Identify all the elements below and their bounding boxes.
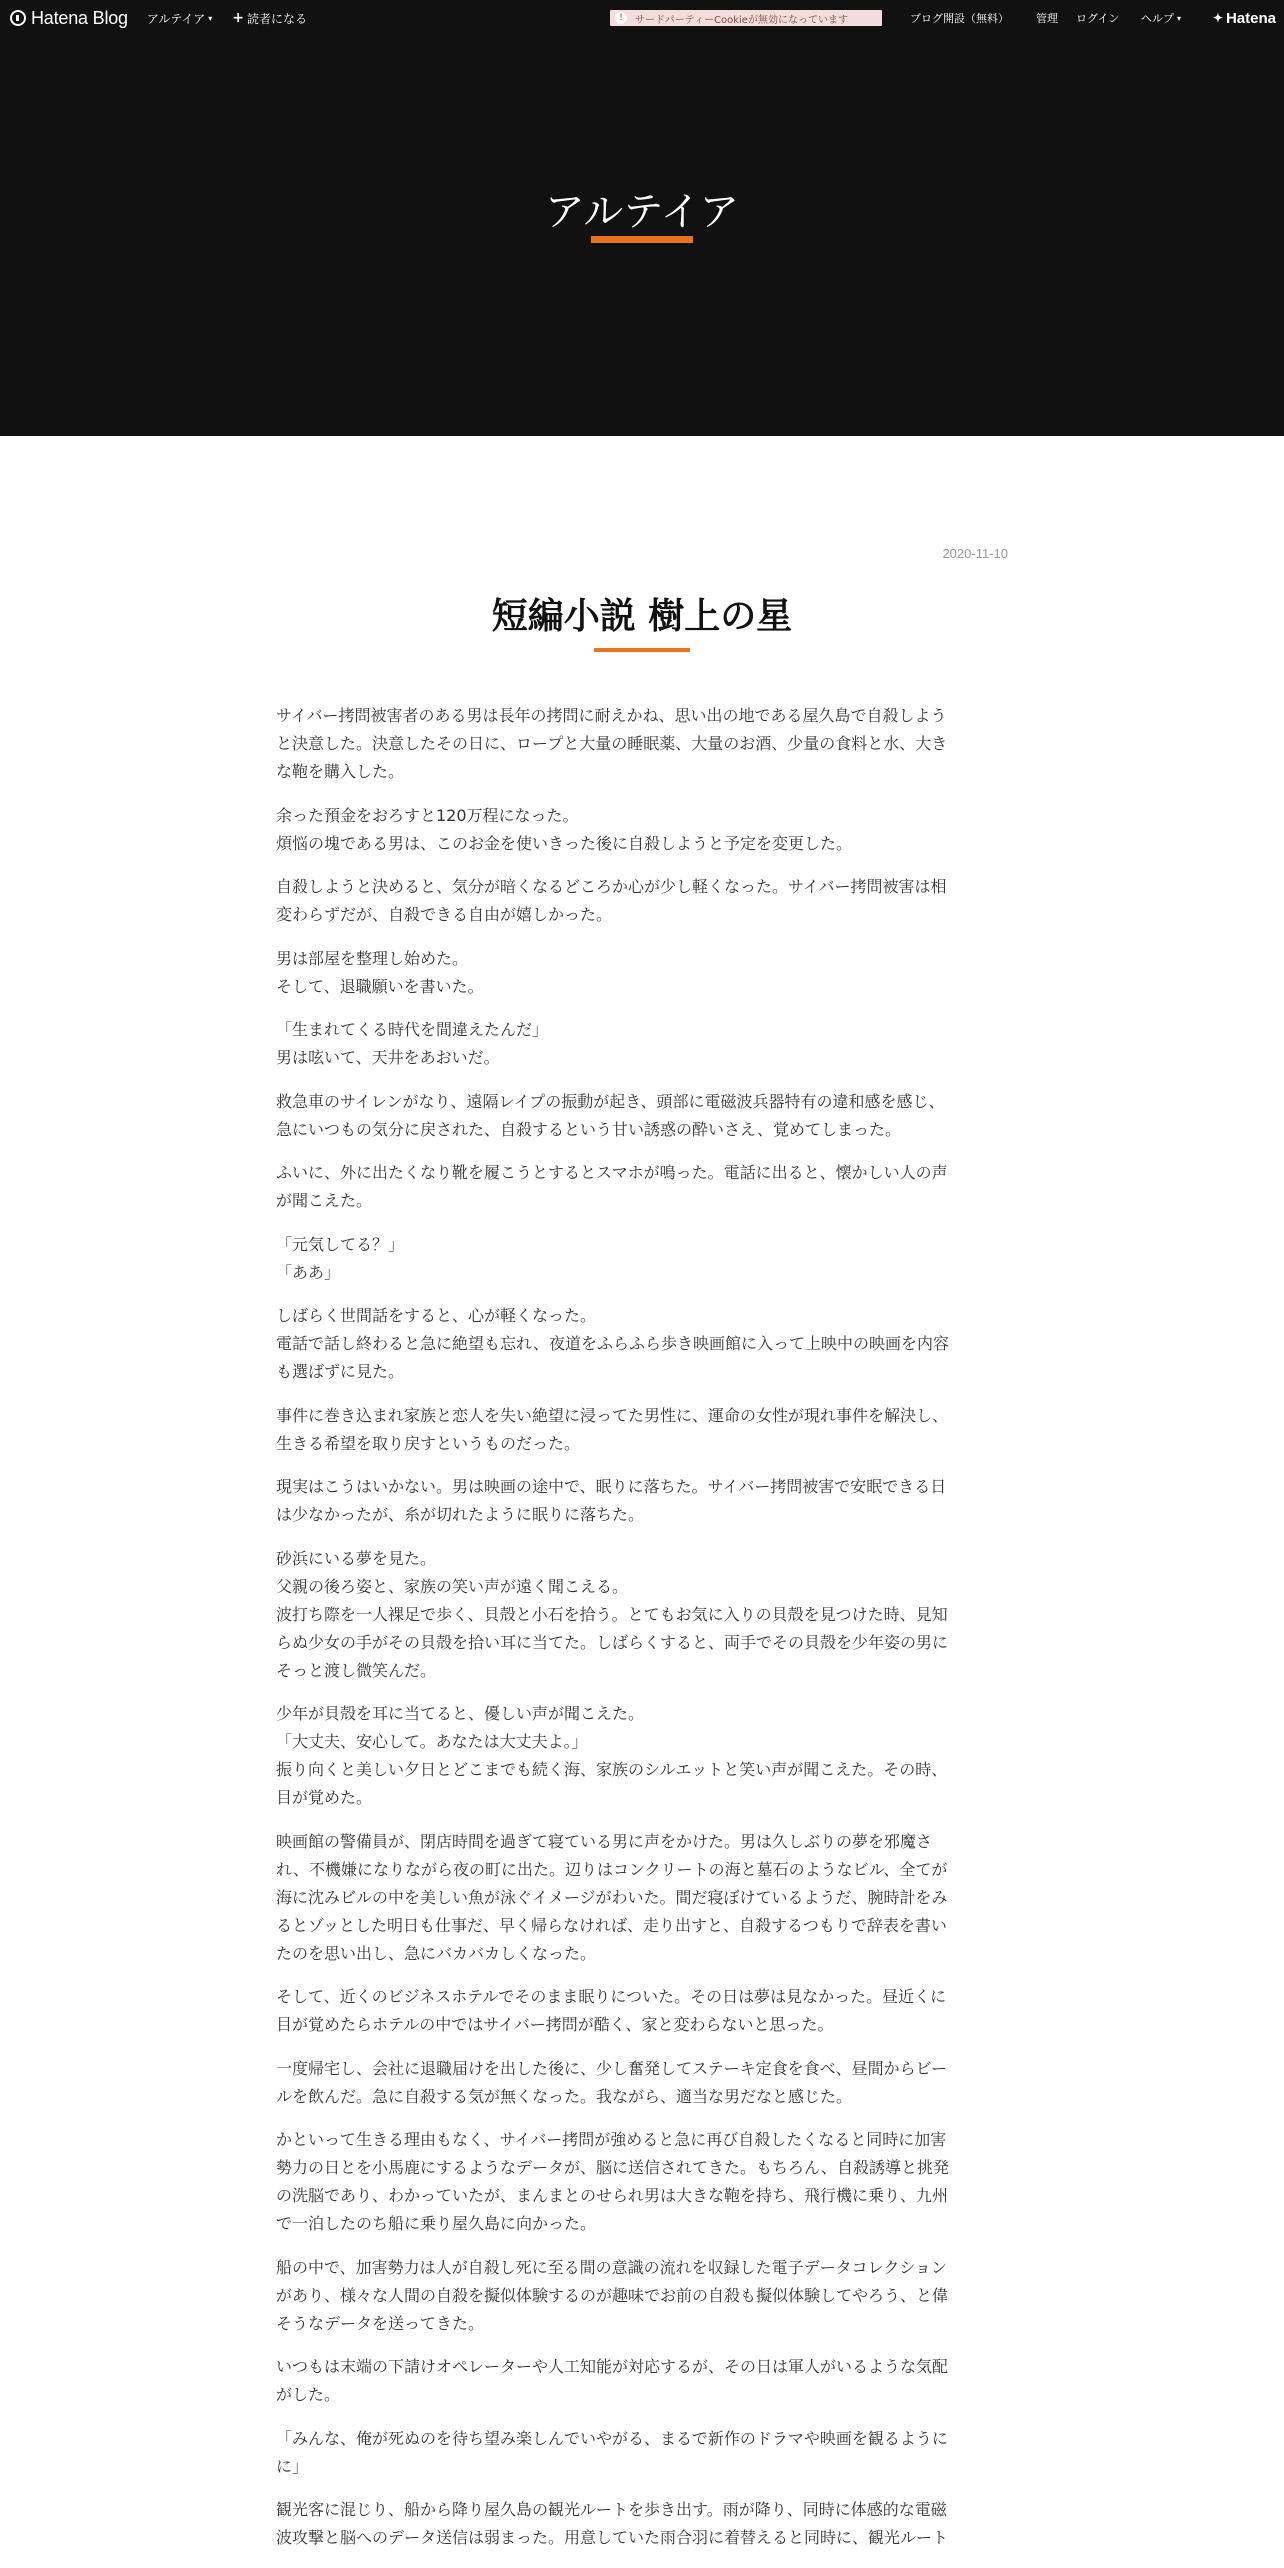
hatena-bird-icon: ✦ <box>1212 11 1223 25</box>
entry-line: があり、様々な人間の自殺を擬似体験するのが趣味でお前の自殺も擬似体験してやろう、と偉 <box>276 2285 949 2305</box>
entry-line: 急にいつもの気分に戻された、自殺するという甘い誘惑の酔いさえ、覚めてしまった。 <box>276 1119 901 1139</box>
entry-line: ルを飲んだ。急に自殺する気が無くなった。我ながら、適当な男だなと感じた。 <box>276 2086 853 2106</box>
entry-line: 父親の後ろ姿と、家族の笑い声が遠く聞こえる。 <box>276 1576 629 1596</box>
entry-paragraph <box>276 1473 994 1529</box>
entry-line: たのを思い出し、急にバカバカしくなった。 <box>276 1943 597 1963</box>
entry-line: らぬ少女の手がその貝殻を拾い耳に当てた。しばらくすると、両手でその貝殻を少年姿の男に <box>276 1632 949 1652</box>
entry-paragraph <box>276 2496 994 2552</box>
entry-line: 「元気してる？」 <box>276 1234 405 1254</box>
entry-paragraph <box>276 945 994 1001</box>
entry-line: そして、退職願いを書いた。 <box>276 976 484 996</box>
entry-paragraph <box>276 2055 994 2111</box>
entry-line: そうなデータを送ってきた。 <box>276 2313 485 2333</box>
entry-line: 現実はこうはいかない。男は映画の途中で、眠りに落ちた。サイバー拷問被害で安眠できる日 <box>276 1477 947 1496</box>
entry-line: 変わらずだが、自殺できる自由が嬉しかった。 <box>276 905 613 924</box>
help-dropdown[interactable] <box>1141 0 1181 36</box>
cookie-notice[interactable] <box>610 10 882 26</box>
entry-line: れ、不機嫌になりながら夜の町に出た。辺りはコンクリートの海と墓石のようなビル、全てが <box>276 1859 948 1879</box>
entry-line: 波攻撃と脳へのデータ送信は弱まった。用意していた雨合羽に着替えると同時に、観光ルート <box>276 2528 949 2547</box>
entry-line: 少年が貝殻を耳に当てると、優しい声が聞こえた。 <box>276 1704 645 1723</box>
blog-title[interactable]: アルテイア <box>544 189 740 235</box>
entry-title[interactable]: 短編小説 樹上の星 <box>491 596 793 637</box>
entry-paragraph <box>276 1159 994 1215</box>
entry-line: 「生まれてくる時代を間違えたんだ」 <box>276 1020 549 1039</box>
entry-line: で一泊したのち船に乗り屋久島に向かった。 <box>276 2214 597 2233</box>
entry-line: 一度帰宅し、会社に退職届けを出した後に、少し奮発してステーキ定食を食べ、昼間からビー <box>276 2058 948 2078</box>
entry-body <box>276 702 994 2568</box>
entry-line: は少なかったが、糸が切れたように眠りに落ちた。 <box>276 1505 645 1524</box>
entry-paragraph <box>276 1231 994 1287</box>
blog-header <box>0 36 1284 436</box>
manage-link[interactable] <box>1036 0 1058 36</box>
entry-paragraph <box>276 2126 994 2238</box>
entry-line: 救急車のサイレンがなり、遠隔レイプの振動が起き、頭部に電磁波兵器特有の違和感を感じ、 <box>276 1091 945 1111</box>
hatena-brand-label: Hatena <box>1225 9 1276 27</box>
entry-paragraph <box>276 1983 994 2039</box>
entry-paragraph <box>276 1828 994 1968</box>
entry-line: な鞄を購入した。 <box>276 762 405 781</box>
entry-line: 「みんな、俺が死ぬのを待ち望み楽しんでいやがる、まるで新作のドラマや映画を観るように <box>276 2428 948 2448</box>
entry-paragraph <box>276 802 994 858</box>
login-label: ログイン <box>1076 12 1120 25</box>
hatena-brand-link[interactable] <box>1213 0 1276 36</box>
entry-line: 余った預金をおろすと120万程になった。 <box>276 805 579 825</box>
entry-line: に」 <box>276 2456 309 2476</box>
blog-menu-label: アルテイア <box>146 11 206 26</box>
entry-paragraph <box>276 873 994 929</box>
entry-line: るとゾッとした明日も仕事だ、早く帰らなければ、走り出すと、自殺するつもりで辞表を書い <box>276 1915 947 1935</box>
blog-menu-dropdown[interactable] <box>147 10 212 27</box>
entry-line: 船の中で、加害勢力は人が自殺し死に至る間の意識の流れを収録した電子データコレクション <box>276 2257 948 2277</box>
subscribe-label: 読者になる <box>246 11 307 26</box>
entry-line: 目が覚めたらホテルの中ではサイバー拷問が酷く、家と変わらないと思った。 <box>276 2015 834 2034</box>
entry-line: 自殺しようと決めると、気分が暗くなるどころか心が少し軽くなった。サイバー拷問被害は相 <box>276 877 947 896</box>
entry-paragraph <box>276 1545 994 1685</box>
entry-date[interactable]: 2020-11-10 <box>942 546 1008 561</box>
entry-line: 砂浜にいる夢を見た。 <box>276 1548 437 1568</box>
entry-line: 映画館の警備員が、閉店時間を過ぎて寝ている男に声をかけた。男は久しぶりの夢を邪魔さ <box>276 1831 933 1851</box>
entry-line: 男は部屋を整理し始めた。 <box>276 948 469 968</box>
entry-paragraph <box>276 1402 994 1458</box>
entry-line: 男は呟いて、天井をあおいだ。 <box>276 1048 500 1067</box>
subscribe-button[interactable] <box>232 10 307 27</box>
entry-paragraph <box>276 1700 994 1812</box>
entry-paragraph <box>276 702 994 786</box>
plus-icon: + <box>232 10 244 26</box>
entry-line: 勢力の日とを小馬鹿にするようなデータが、脳に送信されてきた。もちろん、自殺誘導と挑発 <box>276 2158 949 2177</box>
entry-line: 「ああ」 <box>276 1262 341 1282</box>
entry-paragraph <box>276 2254 994 2338</box>
create-blog-label: ブログ開設（無料） <box>910 12 1009 25</box>
entry-line: 観光客に混じり、船から降り屋久島の観光ルートを歩き出す。雨が降り、同時に体感的な電磁 <box>276 2500 947 2519</box>
entry-line: 振り向くと美しい夕日とどこまでも続く海、家族のシルエットと笑い声が聞こえた。その時、 <box>276 1760 948 1779</box>
cookie-notice-text: サードパーティーCookieが無効になっています <box>635 14 848 26</box>
manage-label: 管理 <box>1036 12 1058 25</box>
entry-line: そして、近くのビジネスホテルでそのまま眠りについた。その日は夢は見なかった。昼近くに <box>276 1987 947 2006</box>
entry-line: 生きる希望を取り戻すというものだった。 <box>276 1433 581 1453</box>
caret-down-icon: ▾ <box>208 13 213 23</box>
login-link[interactable] <box>1076 0 1119 36</box>
entry-paragraph <box>276 1016 994 1072</box>
entry-paragraph <box>276 1302 994 1386</box>
entry-line: がした。 <box>276 2385 341 2404</box>
entry-line: も選ばずに見た。 <box>276 1362 405 1381</box>
entry-line: 目が覚めた。 <box>276 1788 373 1807</box>
logo-text: Hatena Blog <box>31 7 128 28</box>
hatena-blog-logo[interactable] <box>10 8 128 29</box>
entry-paragraph <box>276 2353 994 2409</box>
entry-line: が聞こえた。 <box>276 1191 373 1210</box>
entry-line: 事件に巻き込まれ家族と恋人を失い絶望に浸ってた男性に、運命の女性が現れ事件を解決し、 <box>276 1405 949 1425</box>
entry-title-accent-bar <box>594 648 690 652</box>
entry-paragraph <box>276 2425 994 2481</box>
entry-line: 波打ち際を一人裸足で歩く、貝殻と小石を拾う。とてもお気に入りの貝殻を見つけた時、見知 <box>276 1604 948 1624</box>
entry-line: 電話で話し終わると急に絶望も忘れ、夜道をふらふら歩き映画館に入って上映中の映画を内容 <box>276 1334 949 1353</box>
entry-line: と決意した。決意したその日に、ロープと大量の睡眠薬、大量のお酒、少量の食料と水、大き <box>276 734 948 753</box>
entry-line: サイバー拷問被害者のある男は長年の拷問に耐えかね、思い出の地である屋久島で自殺しよう <box>276 706 947 725</box>
entry-line: ふいに、外に出たくなり靴を履こうとするとスマホが鳴った。電話に出ると、懐かしい人の声 <box>276 1163 948 1182</box>
entry-line: 煩悩の塊である男は、このお金を使いきった後に自殺しようと予定を変更した。 <box>276 833 853 853</box>
help-label: ヘルプ <box>1141 12 1174 25</box>
create-blog-link[interactable] <box>910 0 1009 36</box>
info-icon: ! <box>615 12 627 24</box>
caret-down-icon: ▾ <box>1177 13 1182 23</box>
title-accent-bar <box>591 236 693 243</box>
entry-line: 海に沈みビルの中を美しい魚が泳ぐイメージがわいた。間だ寝ぼけているようだ、腕時計をみ <box>276 1887 948 1907</box>
hatena-blog-logo-icon <box>10 10 26 26</box>
entry-paragraph <box>276 1088 994 1144</box>
entry-line: の洗脳であり、わかっていたが、まんまとのせられ男は大きな鞄を持ち、飛行機に乗り、九州 <box>276 2186 949 2205</box>
entry-line: そっと渡し微笑んだ。 <box>276 1660 437 1680</box>
entry-line: いつもは末端の下請けオペレーターや人工知能が対応するが、その日は軍人がいるような気配 <box>276 2357 949 2376</box>
entry-line: かといって生きる理由もなく、サイバー拷問が強めると急に再び自殺したくなると同時に加害 <box>276 2130 947 2149</box>
entry-line: 「大丈夫、安心して。あなたは大丈夫よ。」 <box>276 1732 588 1751</box>
global-header <box>0 0 1284 36</box>
entry-line: しばらく世間話をすると、心が軽くなった。 <box>276 1306 597 1325</box>
